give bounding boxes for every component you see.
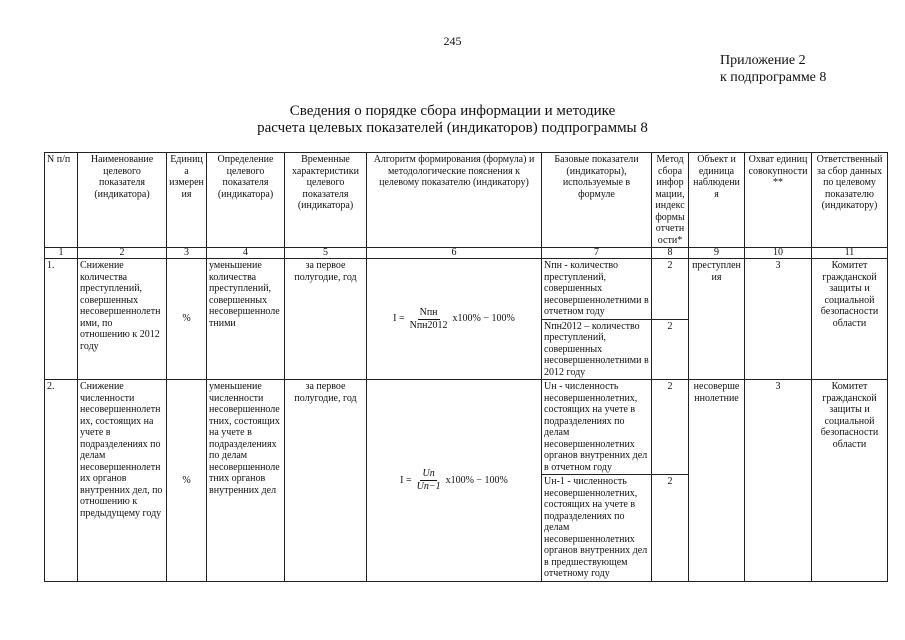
base-indicator: Nпн - количество преступлений, совершенных несовершеннолетними в отчетном году bbox=[542, 259, 652, 320]
formula-fraction bbox=[415, 468, 443, 492]
indicator-name: Снижение численности несовершеннолетних, состоящих на учете в подразделениях по делам несовершеннолетних органов внутренних дел, по отношению к предыдущему году bbox=[78, 380, 167, 582]
column-number: 7 bbox=[542, 248, 652, 259]
column-number: 9 bbox=[689, 248, 745, 259]
time-characteristics: за первое полугодие, год bbox=[285, 259, 367, 380]
indicators-table bbox=[44, 152, 888, 582]
table-row bbox=[45, 380, 888, 475]
time-characteristics: за первое полугодие, год bbox=[285, 380, 367, 582]
page-number: 245 bbox=[443, 34, 462, 48]
title-line-2: расчета целевых показателей (индикаторов) подпрограммы 8 bbox=[257, 120, 648, 136]
column-number: 6 bbox=[367, 248, 542, 259]
appendix-line-1: Приложение 2 bbox=[720, 53, 806, 68]
formula-numerator: Nпн bbox=[419, 307, 438, 318]
appendix-label bbox=[720, 52, 826, 86]
column-number: 3 bbox=[167, 248, 207, 259]
column-number-row bbox=[45, 248, 888, 259]
header-cell: Ответственный за сбор данных по целевому показателю (индикатору) bbox=[812, 153, 888, 248]
header-row bbox=[45, 153, 888, 248]
column-number: 10 bbox=[745, 248, 812, 259]
column-number: 11 bbox=[812, 248, 888, 259]
coverage: 3 bbox=[745, 380, 812, 582]
coverage: 3 bbox=[745, 259, 812, 380]
indicator-name: Снижение количества преступлений, совершенных несовершеннолетними, по отношению к 2012 году bbox=[78, 259, 167, 380]
document-title bbox=[0, 103, 905, 137]
column-number: 4 bbox=[207, 248, 285, 259]
header-cell: Базовые показатели (индикаторы), используемые в формуле bbox=[542, 153, 652, 248]
formula-rhs: x100% − 100% bbox=[445, 474, 508, 486]
responsible-body: Комитет гражданской защиты и социальной безопасности области bbox=[812, 259, 888, 380]
formula-cell bbox=[367, 259, 542, 380]
header-cell: Наименование целевого показателя (индикатора) bbox=[78, 153, 167, 248]
header-cell: Алгоритм формирования (формула) и методологические пояснения к целевому показателю (индикатору) bbox=[367, 153, 542, 248]
header-cell: Определение целевого показателя (индикатора) bbox=[207, 153, 285, 248]
row-number: 1. bbox=[45, 259, 78, 380]
formula bbox=[369, 468, 539, 492]
observation-object: преступления bbox=[689, 259, 745, 380]
base-indicator: Nпн2012 – количество преступлений, совершенных несовершеннолетними в 2012 году bbox=[542, 319, 652, 380]
collection-method: 2 bbox=[652, 319, 689, 380]
header-cell: Метод сбора информации, индекс формы отчетности* bbox=[652, 153, 689, 248]
formula-denominator: Un−1 bbox=[416, 480, 441, 492]
header-cell: Единица измерения bbox=[167, 153, 207, 248]
formula-rhs: x100% − 100% bbox=[452, 313, 515, 325]
formula-fraction bbox=[408, 307, 450, 331]
base-indicator: Uн - численность несовершеннолетних, состоящих на учете в подразделениях по делам несовершеннолетних органов внутренних дел в отчетном году bbox=[542, 380, 652, 475]
title-line-1: Сведения о порядке сбора информации и методике bbox=[289, 103, 616, 119]
observation-object: несовершеннолетние bbox=[689, 380, 745, 582]
formula-denominator: Nпн2012 bbox=[409, 319, 448, 331]
formula bbox=[369, 307, 539, 331]
indicator-definition: уменьшение численности несовершеннолетних, состоящих на учете в подразделениях по делам несовершеннолетних органов внутренних дел bbox=[207, 380, 285, 582]
column-number: 1 bbox=[45, 248, 78, 259]
unit: % bbox=[167, 380, 207, 582]
table-row bbox=[45, 259, 888, 320]
formula-lhs: I = bbox=[393, 313, 405, 325]
column-number: 5 bbox=[285, 248, 367, 259]
collection-method: 2 bbox=[652, 259, 689, 320]
header-cell: N п/п bbox=[45, 153, 78, 248]
indicator-definition: уменьшение количества преступлений, совершенных несовершеннолетними bbox=[207, 259, 285, 380]
column-number: 8 bbox=[652, 248, 689, 259]
collection-method: 2 bbox=[652, 380, 689, 475]
formula-lhs: I = bbox=[400, 474, 412, 486]
base-indicator: Uн-1 - численность несовершеннолетних, состоящих на учете в подразделениях по делам несовершеннолетних органов внутренних дел в предшествующем отчетному году bbox=[542, 475, 652, 582]
header-cell: Охват единиц совокупности** bbox=[745, 153, 812, 248]
unit: % bbox=[167, 259, 207, 380]
responsible-body: Комитет гражданской защиты и социальной безопасности области bbox=[812, 380, 888, 582]
column-number: 2 bbox=[78, 248, 167, 259]
header-cell: Объект и единица наблюдения bbox=[689, 153, 745, 248]
header-cell: Временные характеристики целевого показателя (индикатора) bbox=[285, 153, 367, 248]
formula-numerator: Un bbox=[422, 468, 435, 480]
collection-method: 2 bbox=[652, 475, 689, 582]
appendix-line-2: к подпрограмме 8 bbox=[720, 70, 827, 85]
formula-cell bbox=[367, 380, 542, 582]
row-number: 2. bbox=[45, 380, 78, 582]
